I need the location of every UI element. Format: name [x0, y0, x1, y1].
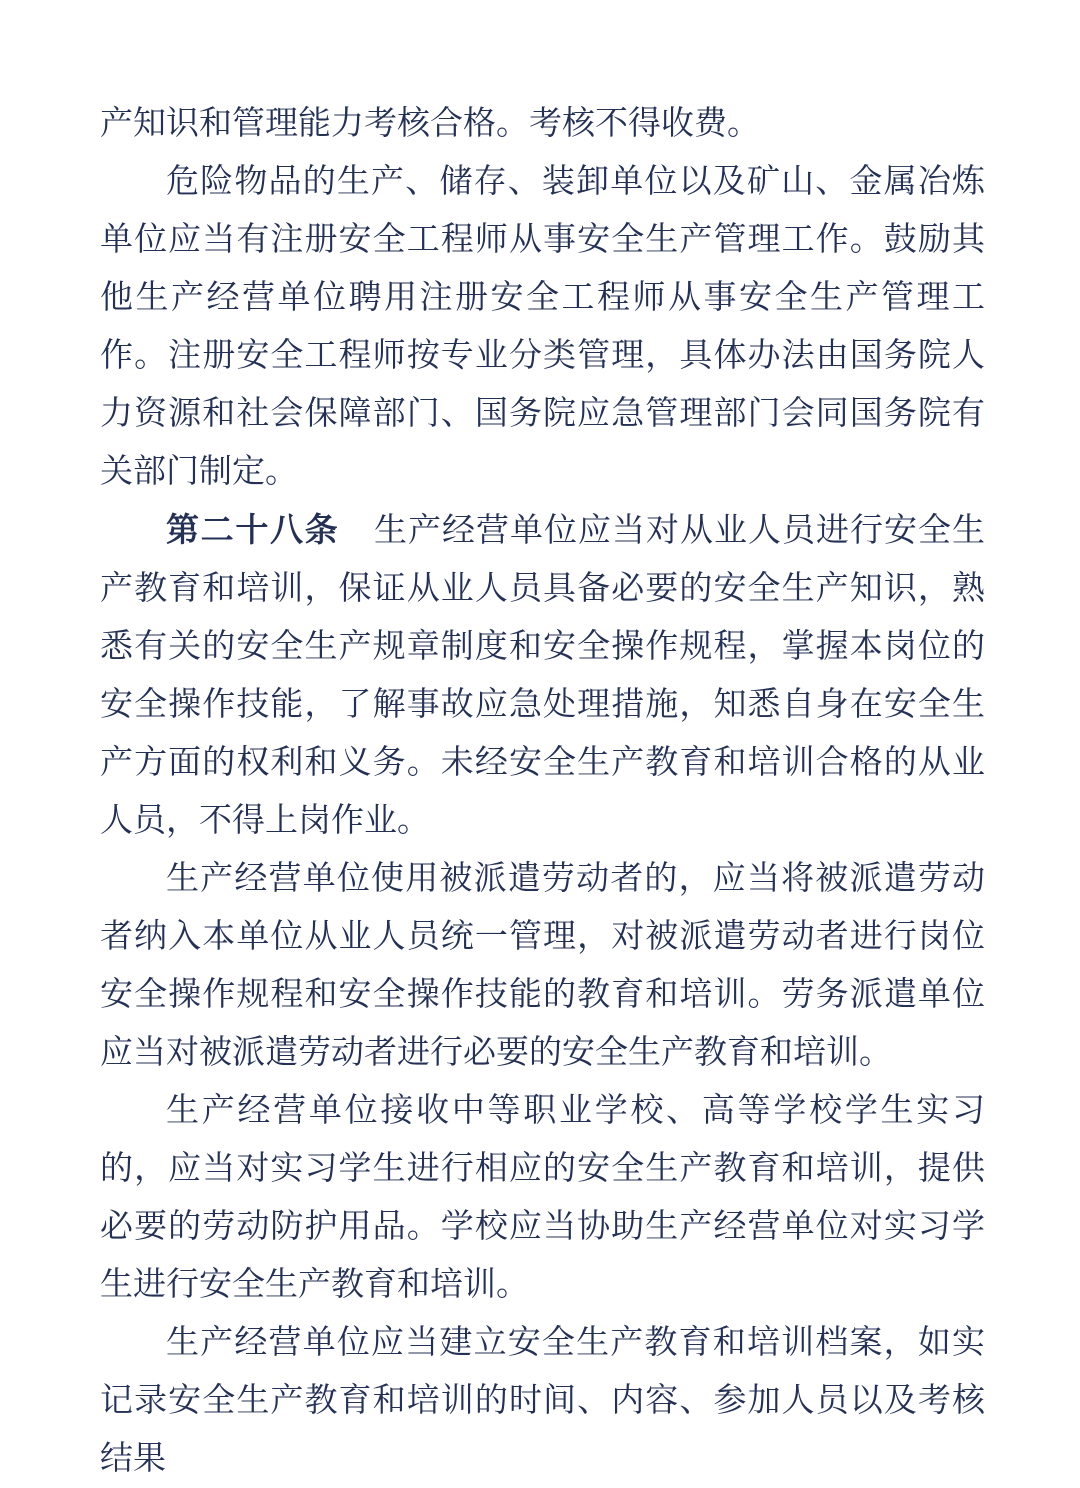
paragraph-dispatched-workers: 生产经营单位使用被派遣劳动者的，应当将被派遣劳动者纳入本单位从业人员统一管理，对被派遣劳动者进行岗位安全操作规程和安全操作技能的教育和培训。劳务派遣单位应当对被派遣劳动者进行必要的安全生产教育和培训。	[100, 861, 985, 1071]
paragraph-article-28	[100, 501, 985, 850]
article-number-label: 第二十八条	[166, 511, 340, 548]
paragraph-registered-engineers: 危险物品的生产、储存、装卸单位以及矿山、金属冶炼单位应当有注册安全工程师从事安全生产管理工作。鼓励其他生产经营单位聘用注册安全工程师从事安全生产管理工作。注册安全工程师按专业分类管理，具体办法由国务院人力资源和社会保障部门、国务院应急管理部门会同国务院有关部门制定。	[100, 164, 985, 490]
article-28-text: 生产经营单位应当对从业人员进行安全生产教育和培训，保证从业人员具备必要的安全生产知识，熟悉有关的安全生产规章制度和安全操作规程，掌握本岗位的安全操作技能，了解事故应急处理措施，知悉自身在安全生产方面的权利和义务。未经安全生产教育和培训合格的从业人员，不得上岗作业。	[100, 513, 985, 839]
paragraph-student-interns: 生产经营单位接收中等职业学校、高等学校学生实习的，应当对实习学生进行相应的安全生产教育和培训，提供必要的劳动防护用品。学校应当协助生产经营单位对实习学生进行安全生产教育和培训。	[100, 1093, 985, 1303]
paragraph-continuation: 产知识和管理能力考核合格。考核不得收费。	[100, 106, 760, 142]
paragraph-training-records: 生产经营单位应当建立安全生产教育和培训档案，如实记录安全生产教育和培训的时间、内容、参加人员以及考核结果	[100, 1325, 985, 1477]
